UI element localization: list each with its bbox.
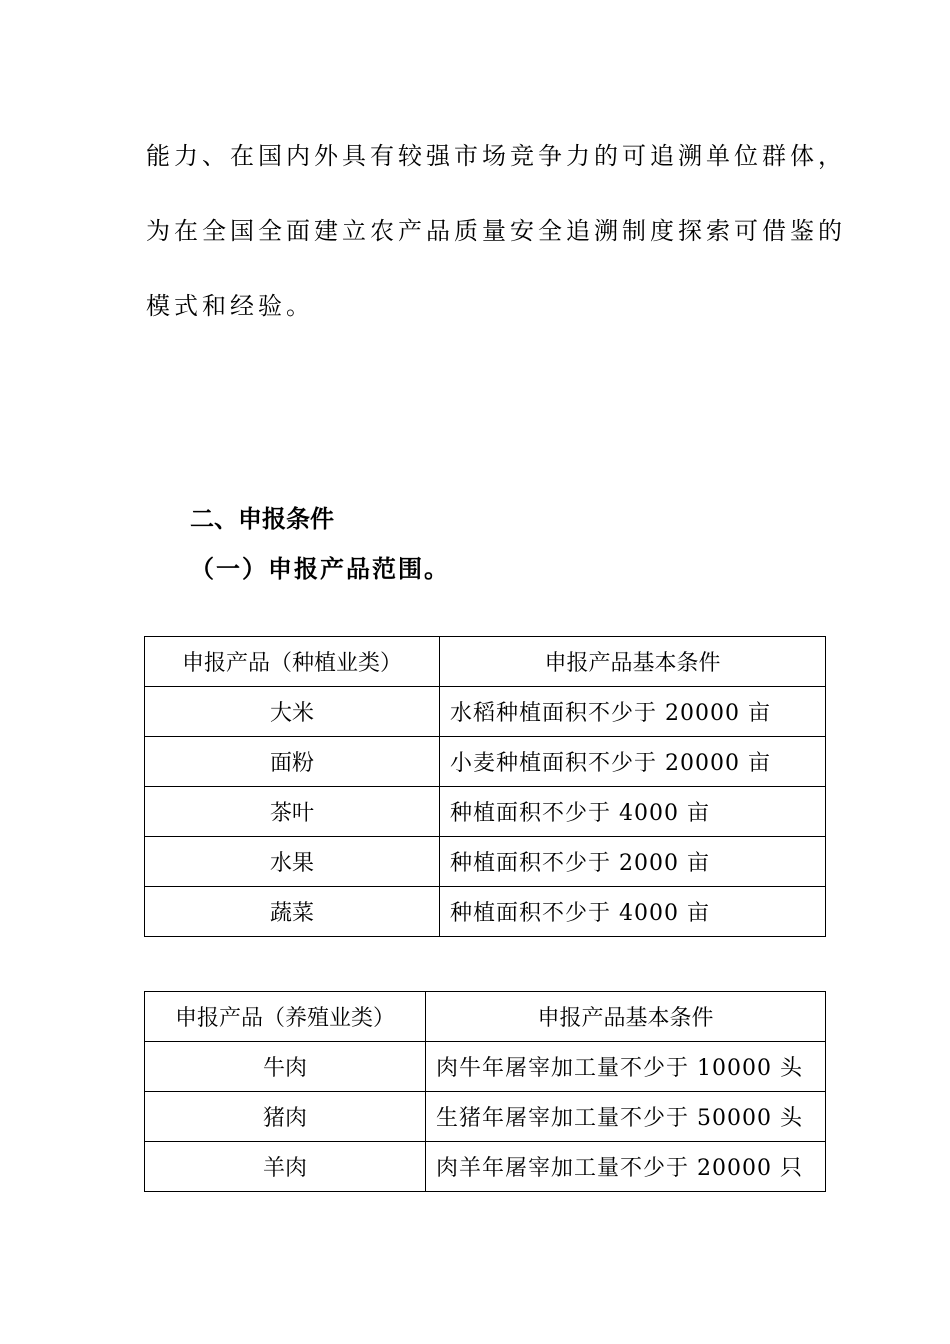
condition-cell: 肉羊年屠宰加工量不少于 20000 只 <box>426 1142 826 1192</box>
product-cell: 羊肉 <box>145 1142 426 1192</box>
table-row <box>145 837 826 887</box>
planting-table <box>144 636 826 937</box>
column-header-product: 申报产品（种植业类） <box>145 637 440 687</box>
table-row <box>145 787 826 837</box>
paragraph-line-2: 为在全国全面建立农产品质量安全追溯制度探索可借鉴的 <box>146 217 846 245</box>
section-subheading: （一）申报产品范围。 <box>190 555 450 583</box>
table-row <box>145 737 826 787</box>
table-header-row <box>145 992 826 1042</box>
condition-cell: 种植面积不少于 2000 亩 <box>440 837 826 887</box>
condition-cell: 肉牛年屠宰加工量不少于 10000 头 <box>426 1042 826 1092</box>
condition-cell: 种植面积不少于 4000 亩 <box>440 787 826 837</box>
product-cell: 牛肉 <box>145 1042 426 1092</box>
table-row <box>145 1092 826 1142</box>
table-header-row <box>145 637 826 687</box>
paragraph-line-1: 能力、在国内外具有较强市场竞争力的可追溯单位群体， <box>146 142 846 170</box>
table-row <box>145 887 826 937</box>
paragraph-line-3: 模式和经验。 <box>146 292 314 320</box>
product-cell: 大米 <box>145 687 440 737</box>
product-cell: 水果 <box>145 837 440 887</box>
product-cell: 面粉 <box>145 737 440 787</box>
column-header-condition: 申报产品基本条件 <box>426 992 826 1042</box>
product-cell: 猪肉 <box>145 1092 426 1142</box>
breeding-table <box>144 991 826 1192</box>
table-row <box>145 687 826 737</box>
condition-cell: 生猪年屠宰加工量不少于 50000 头 <box>426 1092 826 1142</box>
condition-cell: 种植面积不少于 4000 亩 <box>440 887 826 937</box>
condition-cell: 小麦种植面积不少于 20000 亩 <box>440 737 826 787</box>
condition-cell: 水稻种植面积不少于 20000 亩 <box>440 687 826 737</box>
column-header-product: 申报产品（养殖业类） <box>145 992 426 1042</box>
section-heading: 二、申报条件 <box>190 505 334 533</box>
product-cell: 蔬菜 <box>145 887 440 937</box>
table-row <box>145 1042 826 1092</box>
table-row <box>145 1142 826 1192</box>
product-cell: 茶叶 <box>145 787 440 837</box>
column-header-condition: 申报产品基本条件 <box>440 637 826 687</box>
